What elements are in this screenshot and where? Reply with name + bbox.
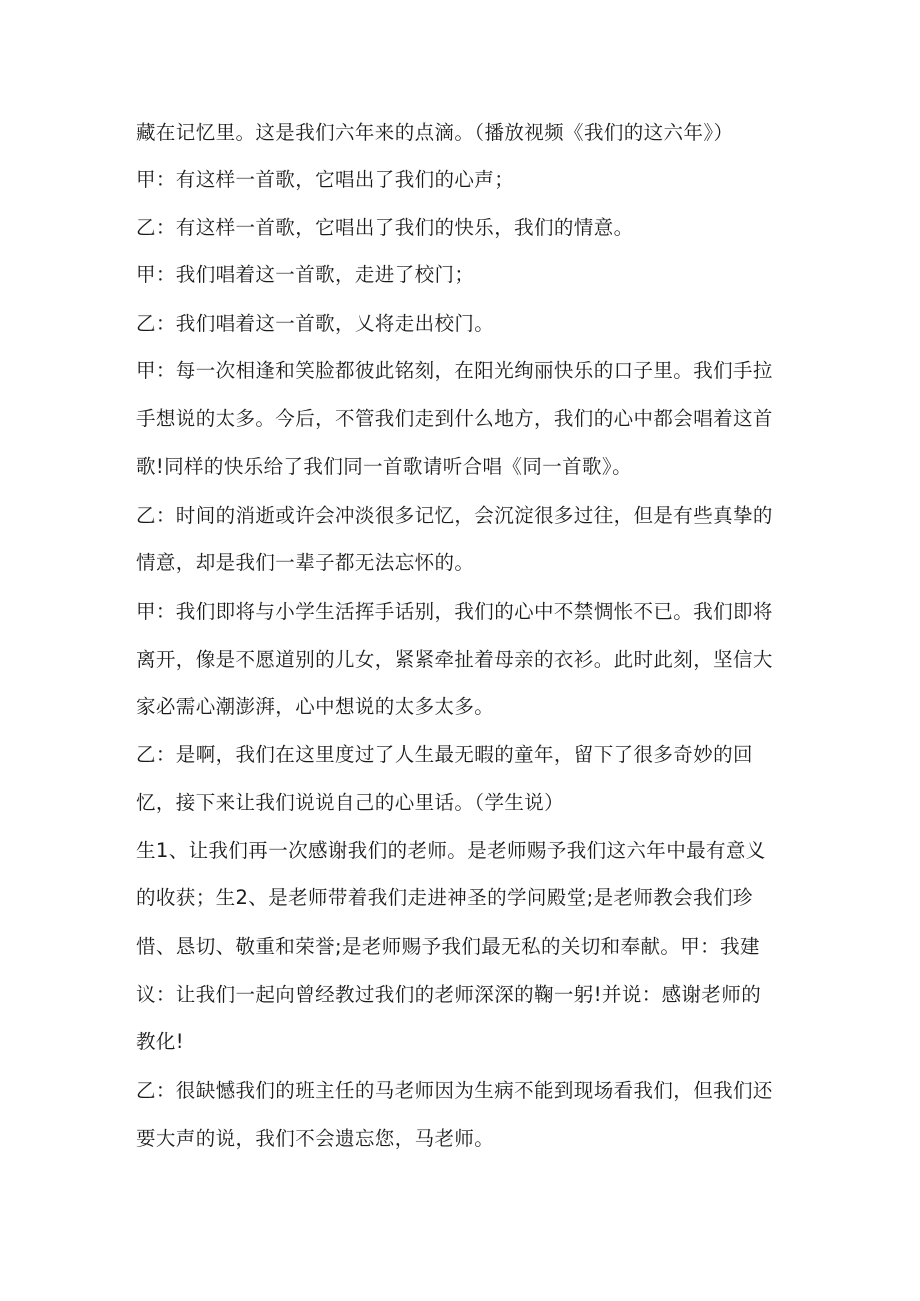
text-line: 教化! [136,1030,185,1053]
text-line: 离开，像是不愿道别的儿女，紧紧牵扯着母亲的衣衫。此时此刻，坚信大 [136,648,773,671]
text-line: 情意，却是我们一辈子都无法忘怀的。 [136,551,475,574]
text-line: 甲：每一次相逢和笑脸都彼此铭刻，在阳光绚丽快乐的口子里。我们手拉 [136,359,773,382]
text-line: 手想说的太多。今后，不管我们走到什么地方，我们的心中都会唱着这首 [136,407,773,430]
text-line: 的收获；生2、是老师带着我们走进神圣的学问殿堂;是老师教会我们珍 [136,886,753,909]
text-line: 乙：时间的消逝或许会冲淡很多记忆，会沉淀很多过往，但是有些真挚的 [136,504,773,527]
text-line: 甲：我们唱着这一首歌，走进了校门； [136,263,475,286]
text-line: 忆，接下来让我们说说自己的心里话。（学生说） [136,791,565,814]
text-line: 乙：有这样一首歌，它唱出了我们的快乐，我们的情意。 [136,216,634,239]
text-line: 歌!同样的快乐给了我们同一首歌请听合唱《同一首歌》。 [136,455,632,478]
text-line: 议：让我们一起向曾经教过我们的老师深深的鞠一躬!并说：感谢老师的 [136,983,762,1006]
text-line: 生1、让我们再一次感谢我们的老师。是老师赐予我们这六年中最有意义 [136,839,766,862]
text-line: 乙：很缺憾我们的班主任的马老师因为生病不能到现场看我们，但我们还 [136,1079,773,1102]
text-line: 甲：有这样一首歌，它唱出了我们的心声； [136,168,515,191]
text-line: 要大声的说，我们不会遗忘您，马老师。 [136,1127,495,1150]
text-line: 藏在记忆里。这是我们六年来的点滴。（播放视频《我们的这六年》） [136,121,734,144]
text-line: 惜、恳切、敬重和荣誉;是老师赐予我们最无私的关切和奉献。甲：我建 [136,935,760,958]
text-line: 甲：我们即将与小学生活挥手话别，我们的心中不禁惆怅不已。我们即将 [136,600,773,623]
text-line: 乙：是啊，我们在这里度过了人生最无暇的童年，留下了很多奇妙的回 [136,743,753,766]
text-line: 家必需心潮澎湃，心中想说的太多太多。 [136,695,495,718]
text-line: 乙：我们唱着这一首歌，乂将走出校门。 [136,312,495,335]
